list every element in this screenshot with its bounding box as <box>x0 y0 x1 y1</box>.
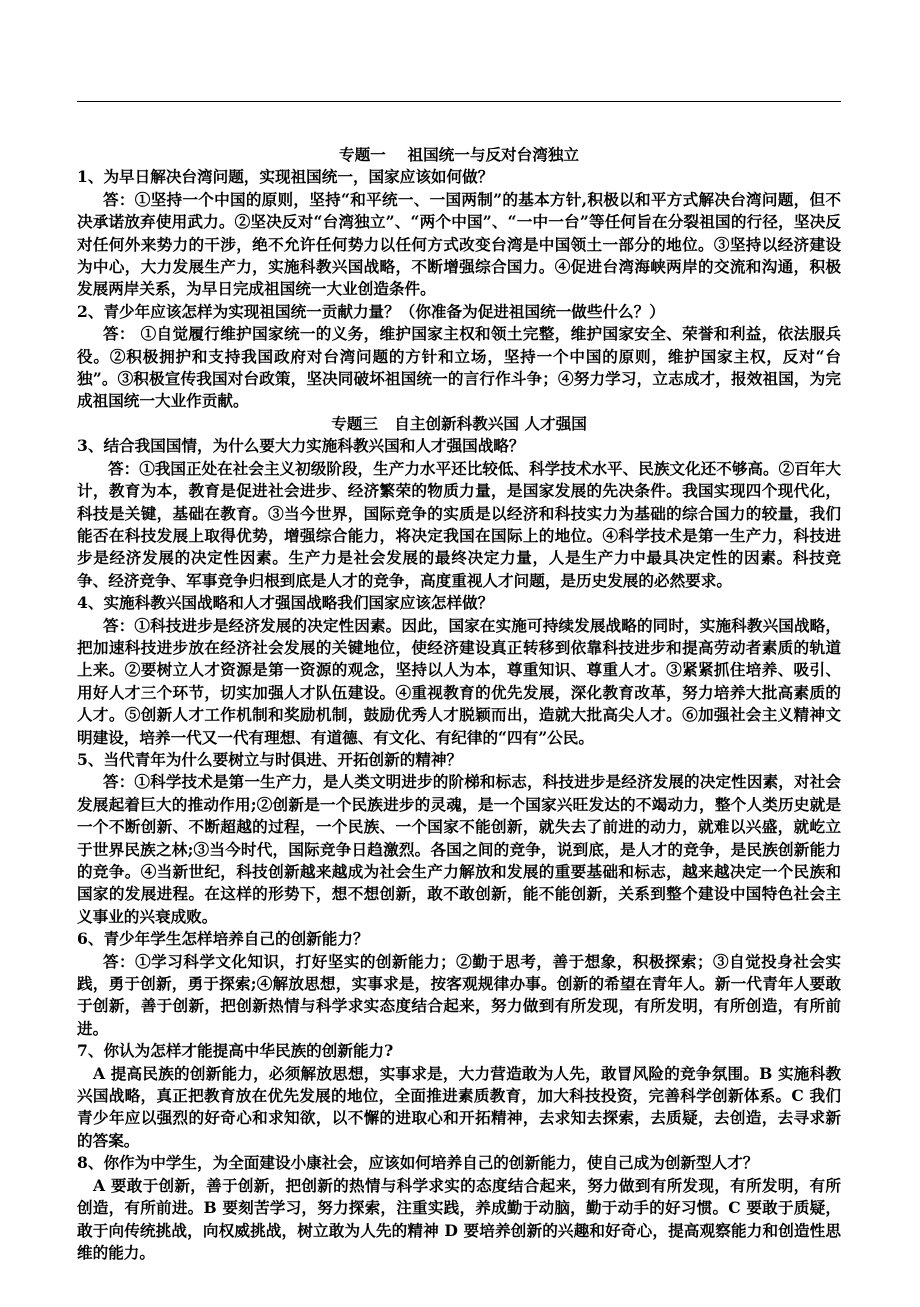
section-heading-topic-1: 专题一 祖国统一与反对台湾独立 <box>338 145 580 164</box>
question-4: 4、实施科教兴国战略和人才强国战略我们国家应该怎样做？ <box>77 593 494 613</box>
answer-6: 答：①学习科学文化知识，打好坚实的创新能力；②勤于思考，善于想象，积极探索；③自觉投身社会实践，勇于创新，勇于探索;④解放思想，实事求是，按客观规律办事。创新的希望在青年人。新一代青年人要敢于创新，善于创新，把创新热情与科学求实态度结合起来，努力做到有所发现，有所发明，有所创造，有所前进。 <box>77 951 841 1038</box>
answer-4: 答：①科技进步是经济发展的决定性因素。因此，国家在实施可持续发展战略的同时，实施科教兴国战略，把加速科技进步放在经济社会发展的关键地位，使经济建设真正转移到依靠科技进步和提高劳动者素质的轨道上来。②要树立人才资源是第一资源的观念，坚持以人为本，尊重知识、尊重人才。③紧紧抓住培养、吸引、用好人才三个环节，切实加强人才队伍建设。④重视教育的优先发展，深化教育改革，努力培养大批高素质的人才。⑤创新人才工作机制和奖励机制，鼓励优秀人才脱颖而出，造就大批高尖人才。⑥加强社会主义精神文明建设，培养一代又一代有理想、有道德、有文化、有纪律的“四有”公民。 <box>77 615 841 747</box>
question-8: 8、你作为中学生，为全面建设小康社会，应该如何培养自己的创新能力，使自己成为创新型人才？ <box>77 1153 759 1173</box>
question-2: 2、青少年应该怎样为实现祖国统一贡献力量？（你准备为促进祖国统一做些什么？） <box>77 301 665 321</box>
document-page <box>77 0 841 1307</box>
answer-8: A 要敢于创新，善于创新，把创新的热情与科学求实的态度结合起来，努力做到有所发现，有所发明，有所创造，有所前进。B 要刻苦学习，努力探索，注重实践，养成勤于动脑，勤于动手的好习惯。C 要敢于质疑，敢于向传统挑战，向权威挑战，树立敢为人先的精神 D 要培养创新的兴趣和好奇心，提高观察能力和创造性思维的能力。 <box>77 1175 841 1262</box>
question-1: 1、为早日解决台湾问题，实现祖国统一，国家应该如何做？ <box>77 167 494 187</box>
question-6: 6、青少年学生怎样培养自己的创新能力？ <box>77 929 369 949</box>
document-body <box>77 144 841 1264</box>
header-rule <box>77 101 841 102</box>
section-heading-topic-3: 专题三 自主创新科教兴国 人才强国 <box>331 413 587 433</box>
answer-2: 答： ①自觉履行维护国家统一的义务，维护国家主权和领土完整，维护国家安全、荣誉和利益，依法服兵役。②积极拥护和支持我国政府对台湾问题的方针和立场，坚持一个中国的原则，维护国家主权，反对“台独”。③积极宣传我国对台政策，坚决同破坏祖国统一的言行作斗争；④努力学习，立志成才，报效祖国，为完成祖国统一大业作贡献。 <box>77 324 841 411</box>
answer-3: 答：①我国正处在社会主义初级阶段，生产力水平还比较低、科学技术水平、民族文化还不够高。②百年大计，教育为本，教育是促进社会进步、经济繁荣的物质力量，是国家发展的先决条件。我国实现四个现代化，科技是关键，基础在教育。③当今世界，国际竞争的实质是以经济和科技实力为基础的综合国力的较量，我们能否在科技发展上取得优势，增强综合能力，将决定我国在国际上的地位。④科学技术是第一生产力，科技进步是经济发展的决定性因素。生产力是社会发展的最终决定力量，人是生产力中最具决定性的因素。科技竞争、经济竞争、军事竞争归根到底是人才的竞争，高度重视人才问题，是历史发展的必然要求。 <box>77 458 841 590</box>
question-3: 3、结合我国国情，为什么要大力实施科教兴国和人才强国战略？ <box>77 436 525 456</box>
question-5: 5、当代青年为什么要树立与时俱进、开拓创新的精神？ <box>77 749 463 769</box>
answer-1: 答：①坚持一个中国的原则，坚持“和平统一、一国两制”的基本方针,积极以和平方式解决台湾问题，但不决承诺放弃使用武力。②坚决反对“台湾独立”、“两个中国”、“一中一台”等任何旨在分裂祖国的行径，坚决反对任何外来势力的干涉，绝不允许任何势力以任何方式改变台湾是中国领土一部分的地位。③坚持以经济建设为中心，大力发展生产力，实施科教兴国战略，不断增强综合国力。④促进台湾海峡两岸的交流和沟通，积极发展两岸关系，为早日完成祖国统一大业创造条件。 <box>77 189 841 299</box>
answer-5: 答：①科学技术是第一生产力，是人类文明进步的阶梯和标志，科技进步是经济发展的决定性因素，对社会发展起着巨大的推动作用;②创新是一个民族进步的灵魂，是一个国家兴旺发达的不竭动力，整个人类历史就是一个不断创新、不断超越的过程，一个民族、一个国家不能创新，就失去了前进的动力，就难以兴盛，就屹立于世界民族之林;③当今时代，国际竞争日趋激烈。各国之间的竞争，说到底，是人才的竞争，是民族创新能力的竞争。④当新世纪，科技创新越来越成为社会生产力解放和发展的重要基础和标志，越来越决定一个民族和国家的发展进程。在这样的形势下，想不想创新，敢不敢创新，能不能创新，关系到整个建设中国特色社会主义事业的兴衰成败。 <box>77 772 841 926</box>
answer-7: A 提高民族的创新能力，必须解放思想，实事求是，大力营造敢为人先，敢冒风险的竞争氛围。B 实施科教兴国战略，真正把教育放在优先发展的地位，全面推进素质教育，加大科技投资，完善科学创新体系。C 我们青少年应以强烈的好奇心和求知欲，以不懈的进取心和开拓精神，去求知去探索，去质疑，去创造，去寻求新的答案。 <box>77 1063 841 1150</box>
question-7: 7、你认为怎样才能提高中华民族的创新能力? <box>77 1041 394 1061</box>
